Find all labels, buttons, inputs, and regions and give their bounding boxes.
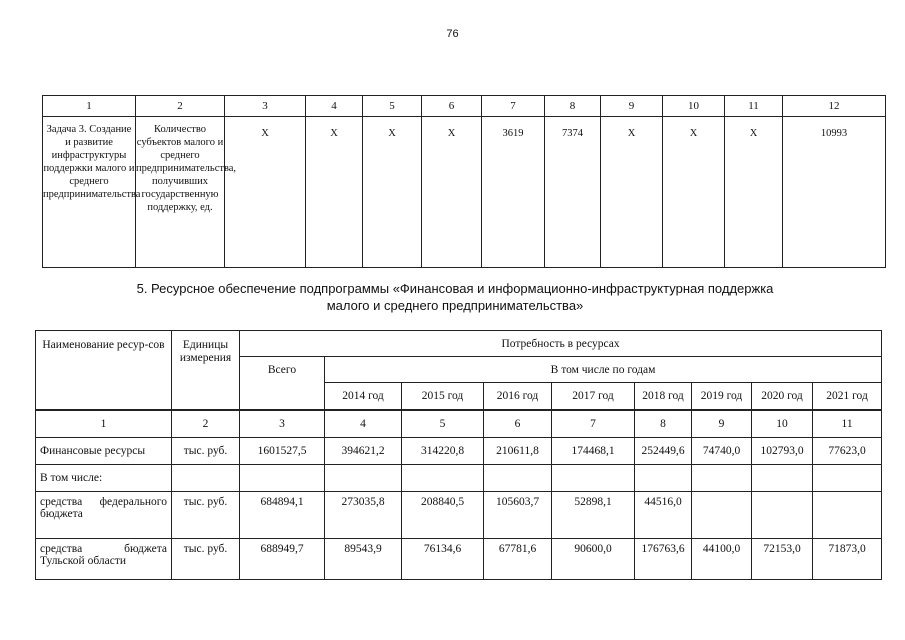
header-year: 2019 год: [692, 383, 752, 411]
value-cell: 44516,0: [635, 492, 692, 539]
indicator-table: [42, 95, 886, 268]
empty-cell: [552, 465, 635, 492]
empty-cell: [484, 465, 552, 492]
table-row: [36, 465, 882, 492]
value-cell: X: [601, 117, 663, 268]
value-cell: 7374: [545, 117, 601, 268]
header-cell: 1: [43, 96, 136, 117]
column-number: 2: [172, 410, 240, 438]
value-cell: X: [422, 117, 482, 268]
section-title: [40, 280, 870, 314]
table-row: [36, 492, 882, 539]
column-number: 4: [325, 410, 402, 438]
header-year: 2017 год: [552, 383, 635, 411]
header-cell: 7: [482, 96, 545, 117]
value-cell: 684894,1: [240, 492, 325, 539]
header-year: 2014 год: [325, 383, 402, 411]
value-cell: 252449,6: [635, 438, 692, 465]
header-total: Всего: [240, 357, 325, 411]
header-cell: 10: [663, 96, 725, 117]
column-number: 6: [484, 410, 552, 438]
empty-cell: [692, 465, 752, 492]
value-cell: 72153,0: [752, 539, 813, 580]
value-cell: 314220,8: [402, 438, 484, 465]
value-cell: 688949,7: [240, 539, 325, 580]
value-cell: X: [306, 117, 363, 268]
value-cell: X: [725, 117, 783, 268]
value-cell: 77623,0: [813, 438, 882, 465]
header-cell: 12: [783, 96, 886, 117]
value-cell: 10993: [783, 117, 886, 268]
header-unit: Единицы измерения: [172, 331, 240, 411]
indicator-cell: Количество субъектов малого и среднего предпринимательства, получивших государственную поддержку, ед.: [136, 117, 225, 268]
value-cell: 74740,0: [692, 438, 752, 465]
empty-cell: [752, 465, 813, 492]
task-cell: Задача 3. Создание и развитие инфраструктуры поддержки малого и среднего предпринимательства: [43, 117, 136, 268]
page-number: 76: [446, 28, 459, 40]
header-resource-name: Наименование ресур-сов: [36, 331, 172, 411]
row-label: [36, 539, 172, 580]
row-label: В том числе:: [36, 465, 172, 492]
value-cell: 208840,5: [402, 492, 484, 539]
value-cell: 210611,8: [484, 438, 552, 465]
column-number: 5: [402, 410, 484, 438]
header-year: 2018 год: [635, 383, 692, 411]
section-title-line: малого и среднего предпринимательства»: [326, 298, 584, 313]
unit-cell: тыс. руб.: [172, 492, 240, 539]
row-label-word: средства: [40, 543, 83, 555]
column-number: 8: [635, 410, 692, 438]
header-cell: 4: [306, 96, 363, 117]
column-number: 3: [240, 410, 325, 438]
empty-cell: [402, 465, 484, 492]
empty-cell: [635, 465, 692, 492]
header-cell: 11: [725, 96, 783, 117]
column-number: 1: [36, 410, 172, 438]
header-year: 2016 год: [484, 383, 552, 411]
value-cell: 44100,0: [692, 539, 752, 580]
table-row: [36, 438, 882, 465]
resource-table: [35, 330, 882, 580]
header-year: 2021 год: [813, 383, 882, 411]
column-number: 9: [692, 410, 752, 438]
value-cell: 174468,1: [552, 438, 635, 465]
value-cell: 67781,6: [484, 539, 552, 580]
value-cell: X: [225, 117, 306, 268]
header-year: 2015 год: [402, 383, 484, 411]
indicator-table-header-row: [43, 96, 886, 117]
value-cell: 273035,8: [325, 492, 402, 539]
row-label-line: бюджета: [40, 508, 83, 520]
row-label-line: Тульской области: [40, 555, 127, 567]
value-cell: 176763,6: [635, 539, 692, 580]
unit-cell: тыс. руб.: [172, 438, 240, 465]
row-label-line: [40, 543, 167, 555]
header-year: 2020 год: [752, 383, 813, 411]
value-cell: 105603,7: [484, 492, 552, 539]
value-cell: 102793,0: [752, 438, 813, 465]
row-label-word: бюджета: [124, 543, 167, 555]
row-label: [36, 492, 172, 539]
header-by-years: В том числе по годам: [325, 357, 882, 383]
column-number: 7: [552, 410, 635, 438]
row-label: Финансовые ресурсы: [36, 438, 172, 465]
empty-cell: [325, 465, 402, 492]
empty-cell: [172, 465, 240, 492]
value-cell: [752, 492, 813, 539]
resource-table-header-row: [36, 331, 882, 357]
value-cell: X: [363, 117, 422, 268]
value-cell: 394621,2: [325, 438, 402, 465]
row-label-word: средства: [40, 496, 83, 508]
value-cell: 89543,9: [325, 539, 402, 580]
value-cell: 3619: [482, 117, 545, 268]
value-cell: 76134,6: [402, 539, 484, 580]
column-number: 11: [813, 410, 882, 438]
value-cell: [692, 492, 752, 539]
column-number: 10: [752, 410, 813, 438]
header-cell: 8: [545, 96, 601, 117]
header-cell: 5: [363, 96, 422, 117]
column-number-row: [36, 410, 882, 438]
value-cell: 71873,0: [813, 539, 882, 580]
header-cell: 3: [225, 96, 306, 117]
unit-cell: тыс. руб.: [172, 539, 240, 580]
table-row: [36, 539, 882, 580]
empty-cell: [240, 465, 325, 492]
header-cell: 6: [422, 96, 482, 117]
header-cell: 2: [136, 96, 225, 117]
header-cell: 9: [601, 96, 663, 117]
section-title-line: 5. Ресурсное обеспечение подпрограммы «Финансовая и информационно-инфраструктурная поддержка: [136, 281, 774, 296]
empty-cell: [813, 465, 882, 492]
table-row: [43, 117, 886, 268]
value-cell: 52898,1: [552, 492, 635, 539]
value-cell: X: [663, 117, 725, 268]
header-resource-need: Потребность в ресурсах: [240, 331, 882, 357]
row-label-line: [40, 496, 167, 508]
value-cell: [813, 492, 882, 539]
value-cell: 1601527,5: [240, 438, 325, 465]
row-label-word: федерального: [99, 496, 167, 508]
value-cell: 90600,0: [552, 539, 635, 580]
